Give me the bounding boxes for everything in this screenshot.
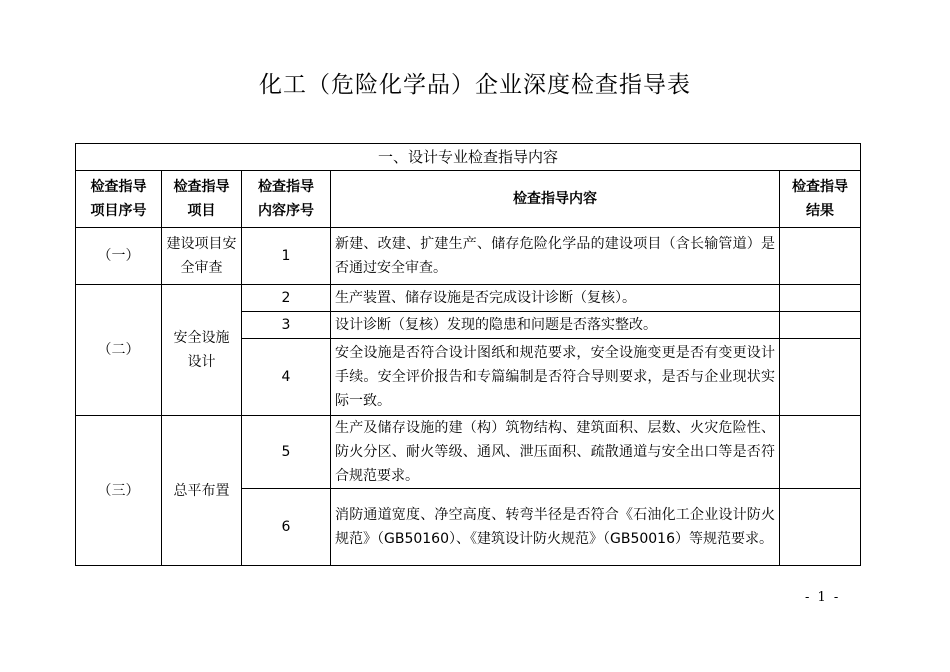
result-cell[interactable] <box>780 285 861 312</box>
content-cell: 安全设施是否符合设计图纸和规范要求，安全设施变更是否有变更设计手续。安全评价报告和专篇编制是否符合导则要求，是否与企业现状实际一致。 <box>331 339 780 416</box>
table-row <box>76 416 861 489</box>
header-result-line2: 结果 <box>806 203 835 219</box>
result-cell[interactable] <box>780 228 861 285</box>
result-cell[interactable] <box>780 489 861 566</box>
header-content-no-line2: 内容序号 <box>258 203 314 219</box>
item-cell: 安全设施设计 <box>162 285 242 416</box>
content-no-cell: 4 <box>242 339 331 416</box>
item-cell: 建设项目安全审查 <box>162 228 242 285</box>
section-title: 一、设计专业检查指导内容 <box>76 144 861 171</box>
header-item-no-line2: 项目序号 <box>90 203 147 219</box>
content-no-cell: 1 <box>242 228 331 285</box>
header-content-no-line1: 检查指导 <box>258 179 314 195</box>
header-result-line1: 检查指导 <box>792 179 849 195</box>
content-cell: 生产及储存设施的建（构）筑物结构、建筑面积、层数、火灾危险性、防火分区、耐火等级、通风、泄压面积、疏散通道与安全出口等是否符合规范要求。 <box>331 416 780 489</box>
item-no-cell: （二） <box>76 285 162 416</box>
table-row <box>76 285 861 312</box>
header-item-line2: 项目 <box>187 203 216 219</box>
header-item-no <box>76 171 162 228</box>
content-cell: 设计诊断（复核）发现的隐患和问题是否落实整改。 <box>331 312 780 339</box>
content-no-cell: 5 <box>242 416 331 489</box>
header-row <box>76 171 861 228</box>
item-no-cell: （三） <box>76 416 162 566</box>
item-cell: 总平布置 <box>162 416 242 566</box>
content-cell: 生产装置、储存设施是否完成设计诊断（复核）。 <box>331 285 780 312</box>
content-no-cell: 3 <box>242 312 331 339</box>
document-title: 化工（危险化学品）企业深度检查指导表 <box>259 72 691 98</box>
result-cell[interactable] <box>780 339 861 416</box>
content-no-cell: 6 <box>242 489 331 566</box>
header-content-no <box>242 171 331 228</box>
header-item-line1: 检查指导 <box>173 179 230 195</box>
result-cell[interactable] <box>780 312 861 339</box>
inspection-table <box>75 143 861 566</box>
result-cell[interactable] <box>780 416 861 489</box>
header-item-no-line1: 检查指导 <box>90 179 147 195</box>
page-number: - 1 - <box>805 590 841 605</box>
section-title-row <box>76 144 861 171</box>
content-no-cell: 2 <box>242 285 331 312</box>
header-content: 检查指导内容 <box>331 171 780 228</box>
header-result <box>780 171 861 228</box>
table-row <box>76 228 861 285</box>
content-cell: 消防通道宽度、净空高度、转弯半径是否符合《石油化工企业设计防火规范》（GB50160）、《建筑设计防火规范》（GB50016）等规范要求。 <box>331 489 780 566</box>
item-no-cell: （一） <box>76 228 162 285</box>
content-cell: 新建、改建、扩建生产、储存危险化学品的建设项目（含长输管道）是否通过安全审查。 <box>331 228 780 285</box>
header-item <box>162 171 242 228</box>
